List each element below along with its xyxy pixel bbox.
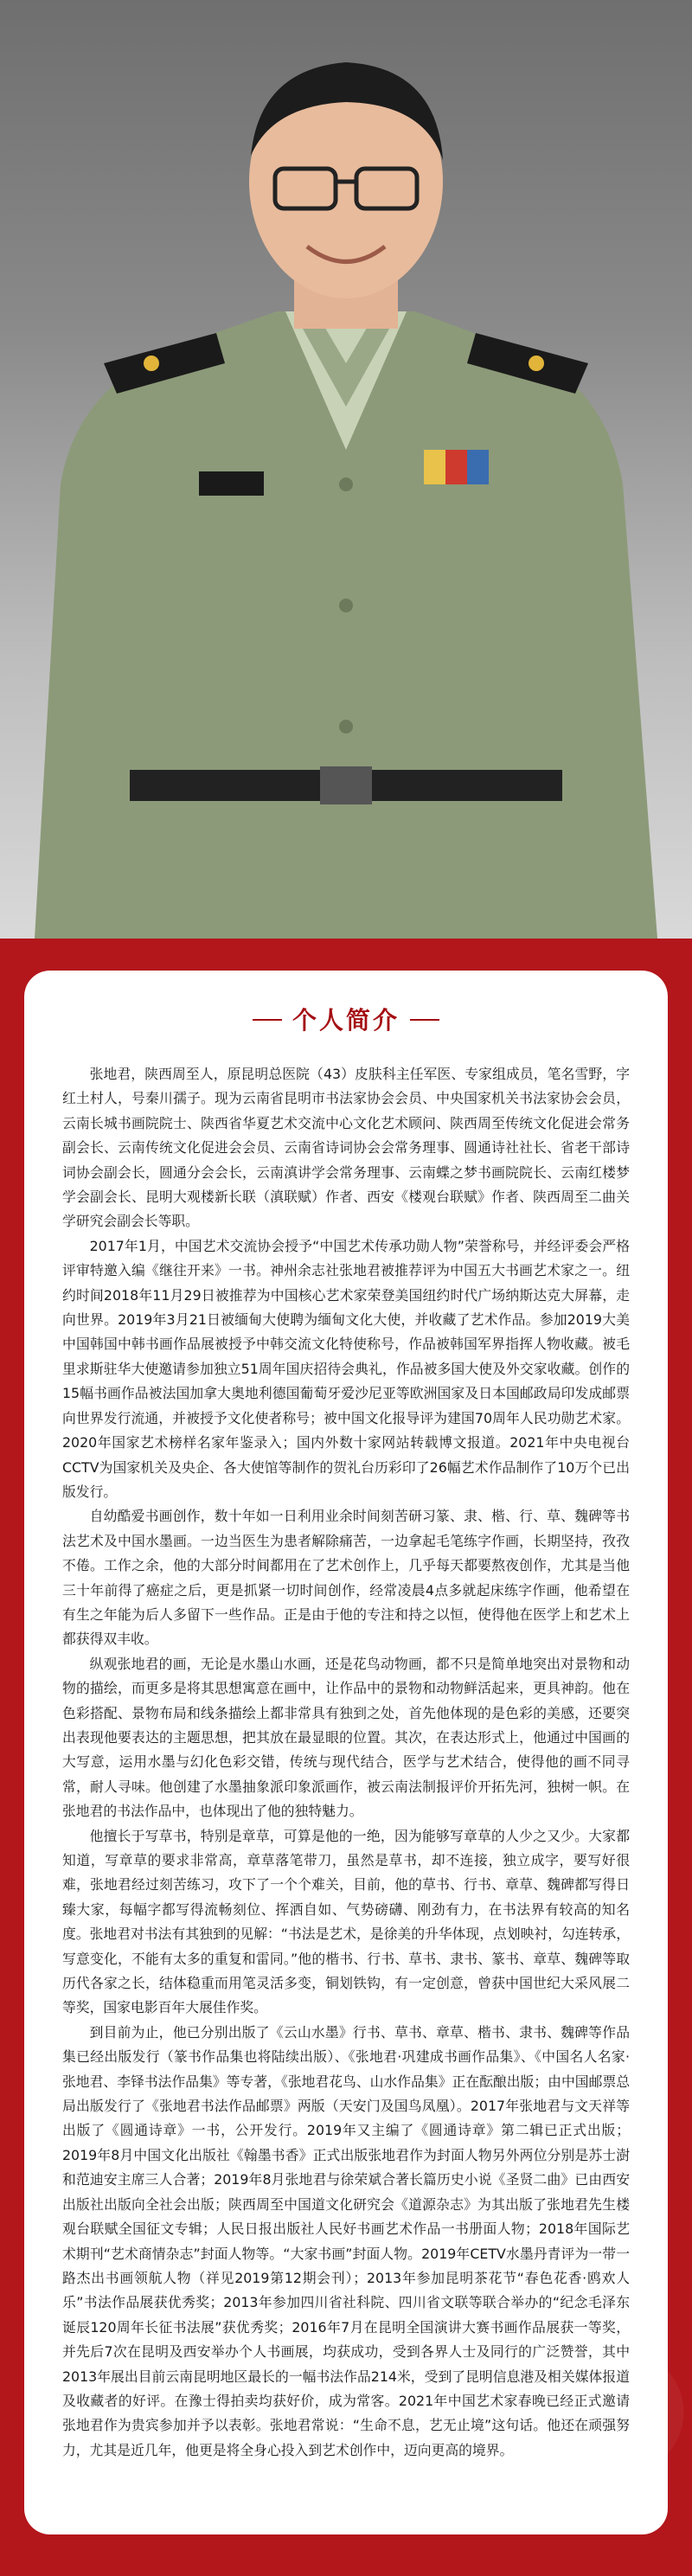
section-heading <box>62 1002 630 1036</box>
bio-paragraph-5: 他擅长于写草书，特别是章草，可算是他的一绝，因为能够写章草的人少之又少。大家都知道，写章草的要求非常高，章草落笔带刀，虽然是草书，却不连接，独立成字，要写好很难，张地君经过刻苦练习，攻下了一个个难关，目前，他的草书、行书、章草、魏碑都写得日臻大家，每幅字都写得流畅刻位、挥洒自如、气势磅礴、刚劲有力，在书法界有较高的知名度。张地君对书法有其独到的见解：“书法是艺术，是徐美的升华体现，点划映衬，勾连转承，写意变化，不能有太多的重复和雷同。”他的楷书、行书、草书、隶书、篆书、章草、魏碑等取历代各家之长，结体稳重而用笔灵活多变，铜划铁钩，有一定创意，曾获中国世纪大采风展二等奖，国家电影百年大展佳作奖。 <box>62 1827 630 2016</box>
bio-paragraph-4: 纵观张地君的画，无论是水墨山水画，还是花鸟动物画，都不只是简单地突出对景物和动物的描绘，而更多是将其思想寓意在画中，让作品中的景物和动物鲜活起来，更具神韵。他在色彩搭配、景物布局和线条描绘上都非常具有独到之处，首先他体现的是色彩的美感，还要突出表现他要表达的主题思想，把其放在最显眼的位置。其次，在表达形式上，他通过中国画的大写意，运用水墨与幻化色彩交错，传统与现代结合，医学与艺术结合，使得他的画不同寻常，耐人寻味。他创建了水墨抽象派印象派画作，被云南法制报评价开拓先河，独树一帜。在张地君的书法作品中，也体现出了他的独特魅力。 <box>62 1655 630 1820</box>
portrait-photo <box>0 0 692 939</box>
bio-paragraph-3: 自幼酷爱书画创作，数十年如一日利用业余时间刻苦研习篆、隶、楷、行、草、魏碑等书法艺术及中国水墨画。一边当医生为患者解除痛苦，一边拿起毛笔练字作画，长期坚持，孜孜不倦。工作之余，他的大部分时间都用在了艺术创作上，几乎每天都要熬夜创作，尤其是当他三十年前得了癌症之后，更是抓紧一切时间创作，经常凌晨4点多就起床练字作画，他希望在有生之年能为后人多留下一些作品。正是由于他的专注和持之以恒，使得他在医学上和艺术上都获得双丰收。 <box>62 1508 630 1648</box>
portrait-illustration <box>0 0 692 939</box>
bio-paragraph-6: 到目前为止，他已分别出版了《云山水墨》行书、草书、章草、楷书、隶书、魏碑等作品集已经出版发行（篆书作品集也将陆续出版）、《张地君·巩建成书画作品集》、《中国名人名家·张地君、李铎书法作品集》等专著，《张地君花鸟、山水作品集》正在酝酿出版；由中国邮票总局出版发行了《张地君书法作品邮票》两版（天安门及国鸟凤凰）。2017年张地君与文天祥等出版了《圆通诗章》一书，公开发行。2019年又主编了《圆通诗章》第二辑已正式出版；2019年8月中国文化出版社《翰墨书香》正式出版张地君作为封面人物另外两位分别是苏士澍和范迪安主席三人合著；2019年8月张地君与徐荣斌合著长篇历史小说《圣贤二曲》已由西安出版社出版向全社会出版；陕西周至中国道文化研究会《道源杂志》为其出版了张地君先生楼观台联赋全国征文专辑；人民日报出版社人民好书画艺术作品一书册面人物；2018年国际艺术期刊“艺术商情杂志”封面人物等。“大家书画”封面人物。2019年CETV水墨丹青评为一带一路杰出书画领航人物（祥见2019第12期会刊）；2013年参加昆明茶花节“春色花香·鸥欢人乐”书法作品展获优秀奖；2013年参加四川省社科院、四川省文联等联合举办的“纪念毛泽东诞辰120周年长征书法展”获优秀奖；2016年7月在昆明全国演讲大赛书画作品展获一等奖，并先后7次在昆明及西安举办个人书画展，均获成功，受到各界人士及同行的广泛赞誉，其中2013年展出目前云南昆明地区最长的一幅书法作品214米，受到了昆明信息港及相关媒体报道及收藏者的好评。在豫士得拍卖均获好价，成为常客。2021年中国艺术家春晚已经正式邀请张地君作为贵宾参加并予以表彰。张地君常说：“生命不息，艺无止境”这句话。他还在顽强努力，尤其是近几年，他更是将全身心投入到艺术创作中，迈向更高的境界。 <box>62 2023 630 2458</box>
section-title: 个人简介 <box>253 1002 439 1036</box>
bio-card <box>24 971 668 2534</box>
bio-paragraph-1: 张地君，陕西周至人，原昆明总医院（43）皮肤科主任军医、专家组成员，笔名雪野，字红土村人，号秦川孺子。现为云南省昆明市书法家协会会员、中央国家机关书法家协会会员，云南长城书画院院士、陕西省华夏艺术交流中心文化艺术顾问、陕西周至传统文化促进会常务副会长、云南传统文化促进会会员、云南省诗词协会会常务理事、圆通诗社社长、省老干部诗词协会副会长，圆通分会会长，云南滇讲学会常务理事、云南蝶之梦书画院院长、云南红楼梦学会副会长、昆明大观楼新长联（滇联赋）作者、西安《楼观台联赋》作者、陕西周至二曲关学研究会副会长等职。 <box>62 1066 630 1230</box>
bio-paragraph-2: 2017年1月，中国艺术交流协会授予“中国艺术传承功勋人物”荣誉称号，并经评委会严格评审特邀入编《继往开来》一书。神州余志社张地君被推荐评为中国五大书画艺术家之一。纽约时间2018年11月29日被推荐为中国核心艺术家荣登美国纽约时代广场纳斯达克大屏幕，走向世界。2019年3月21日被缅甸大使聘为缅甸文化大使，并收藏了艺术作品。参加2019大美中国韩国中韩书画作品展被授予中韩交流文化特使称号，作品被韩国军界指挥人物收藏。被毛里求斯驻华大使邀请参加独立51周年国庆招待会典礼，作品被多国大使及外交家收藏。创作的15幅书画作品被法国加拿大奥地利德国葡萄牙爱沙尼亚等欧洲国家及日本国邮政局印发成邮票向世界发行流通，并被授予文化使者称号；被中国文化报导评为建国70周年人民功勋艺术家。2020年国家艺术榜样名家年鉴录入；国内外数十家网站转载博文报道。2021年中央电视台CCTV为国家机关及央企、各大使馆等制作的贺礼台历彩印了26幅艺术作品制作了10万个已出版发行。 <box>62 1237 631 1500</box>
